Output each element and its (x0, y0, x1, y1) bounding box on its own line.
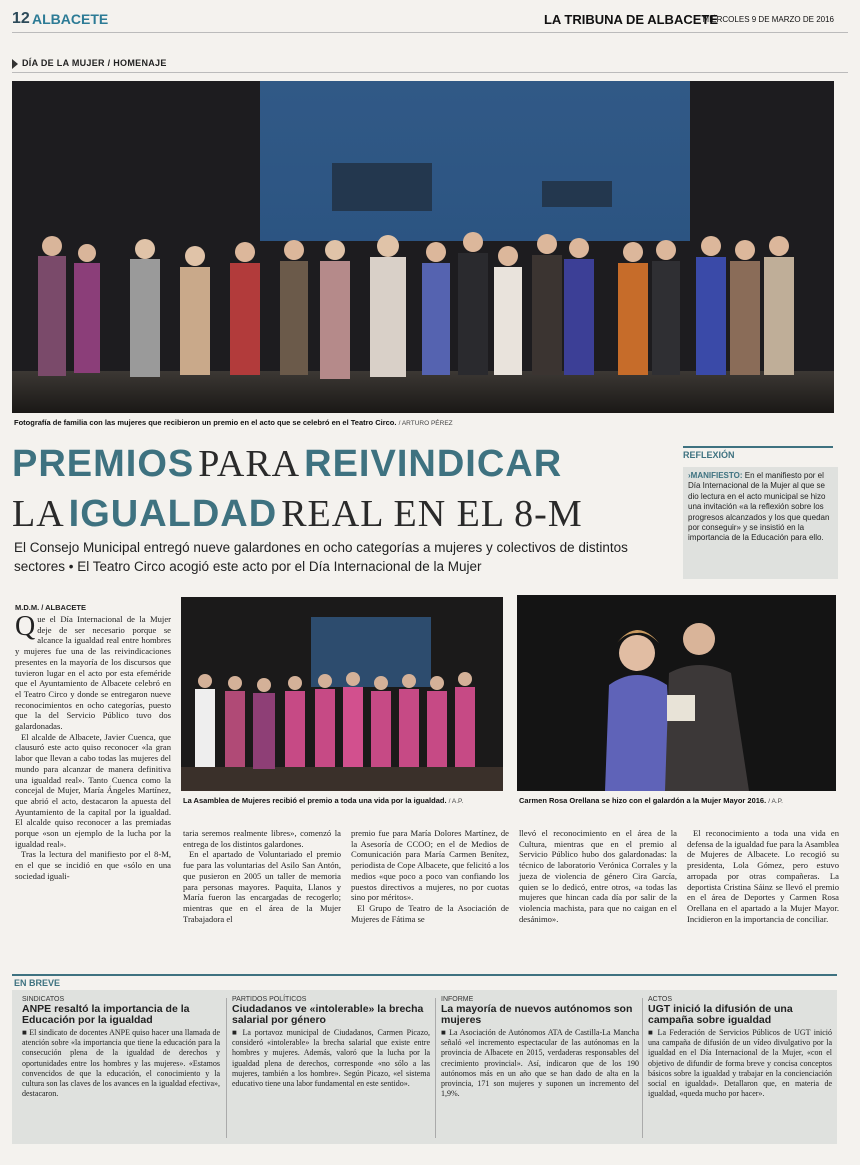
article-column-5 (687, 828, 839, 924)
photo-left-caption-text: La Asamblea de Mujeres recibió el premio a toda una vida por la igualdad. (183, 796, 447, 805)
photo-asamblea (181, 597, 503, 791)
article-column-3 (351, 828, 509, 924)
breve-label: EN BREVE (14, 978, 61, 988)
paragraph: El alcalde de Albacete, Javier Cuenca, que clausuró este acto quiso reconocer «la gran labor que llevan a cabo todas las mujeres del mundo para alcanzar de manera definitiva una igualdad real». Tanto Cuenca como la concejal de Mujer, María Ángeles Martínez, que abrió el acto, destacaron la apuesta del Ayuntamiento de la capital por la igualdad. El alcalde quiso reconocer a las premiadas porque «son un ejemplo de la lucha por la igualdad real». (15, 731, 171, 849)
photo-right-caption-text: Carmen Rosa Orellana se hizo con el galardón a la Mujer Mayor 2016. (519, 796, 767, 805)
brief-category: PARTIDOS POLÍTICOS (232, 996, 307, 1003)
main-caption-text: Fotografía de familia con las mujeres que recibieron un premio en el acto que se celebró en el Teatro Circo. (14, 418, 397, 427)
brief-title: ANPE resaltó la importancia de la Educación por la igualdad (22, 1003, 190, 1026)
headline-word: REAL EN EL 8-M (281, 493, 583, 535)
paragraph: Tras la lectura del manifiesto por el 8-M, en el que se incidió en que «sólo en una sociedad iguali- (15, 849, 171, 881)
headline-word: IGUALDAD (68, 493, 278, 535)
paragraph: taria seremos realmente libres», comenzó la entrega de los distintos galardones. (183, 828, 341, 849)
sidebar-box (683, 467, 838, 579)
brief-separator (435, 998, 436, 1138)
brief-category: SINDICATOS (22, 996, 65, 1003)
dek-subheadline: El Consejo Municipal entregó nueve galardones en ocho categorías a mujeres y colectivos de distintos sectores • El Teatro Circo acogió este acto por el Día Internacional de la Mujer (14, 540, 628, 574)
article-column-2 (183, 828, 341, 924)
brief-title: Ciudadanos ve «intolerable» la brecha salarial por género (232, 1003, 424, 1026)
brief-body: ■ La Asociación de Autónomos ATA de Castilla-La Mancha señaló «el incremento espectacular de las autónomas en la provincia de Albacete en 2015, verdaderas responsables del crecimiento provincial». Así, indicaron que de los 190 autónomos más en un año que se han dado de alta en la provincia, 171 son mujeres y suponen un incremento del 1,9%. (441, 1028, 639, 1099)
article-column-1 (15, 611, 171, 882)
photo-right-caption (519, 796, 839, 805)
brief-category: ACTOS (648, 996, 672, 1003)
photo-right-credit: / A.P. (768, 798, 783, 805)
brief-item (648, 996, 832, 1099)
sidebar-label: REFLEXIÓN (683, 446, 833, 460)
brief-separator (642, 998, 643, 1138)
dropcap: Q (15, 611, 36, 642)
page-number: 12 (12, 10, 30, 27)
brief-body: ■ La portavoz municipal de Ciudadanos, Carmen Picazo, consideró «intolerable» la brecha salarial que existe entre hombres y mujeres. Además, valoró que la lucha por la igualdad plena de derechos, corresponde «no sólo a las mujeres, también a los hombre». Según Picazo, «el sistema educativo tiene una labor fundamental en este sentido». (232, 1028, 430, 1089)
headline-word: PREMIOS (12, 443, 195, 485)
photo-left-caption (183, 796, 503, 805)
section-arrow-icon (12, 59, 18, 69)
headline-word: LA (12, 493, 65, 535)
paragraph: En el apartado de Voluntariado el premio fue para las voluntarias del Asilo San Antón, que pusieron en 2005 un taller de memoria para personas mayores. Paquita, Llanos y María fueron las encargadas de recogerlo; mientras que en el área de la Mujer Trabajadora el (183, 849, 341, 924)
masthead-section: ALBACETE (32, 11, 109, 27)
paragraph: llevó el reconocimiento en el área de la Cultura, mientras que en el premio al Servicio Público hubo dos galardonadas: la técnico de laboratorio Verónica Corrales y la jueza de violencia de género Cira García, quien se lo dedicó, entre otros, «a todas las mujeres que hincan cada día por salir de la violencia machista, para que no caigan en el desánimo». (519, 828, 677, 924)
paragraph (15, 611, 171, 732)
brief-item (441, 996, 639, 1099)
brief-category: INFORME (441, 996, 474, 1003)
brief-separator (226, 998, 227, 1138)
headline (12, 443, 672, 543)
main-photo-credit: / ARTURO PÉREZ (398, 420, 453, 427)
photo-orellana (517, 595, 836, 791)
orellana-photo-illustration (517, 595, 836, 791)
masthead (12, 10, 848, 33)
paragraph: El Grupo de Teatro de la Asociación de Mujeres de Fátima se (351, 902, 509, 924)
breve-divider (12, 974, 837, 976)
brief-item (22, 996, 220, 1099)
sidebar-text: En el manifiesto por el Día Internacional de la Mujer al que se dio lectura en el acto municipal se hizo una invitación «a la reflexión sobre los progresos alcanzados y los que quedan por conseguir» y se insistió en la importancia de la Educación para ello. (688, 471, 830, 543)
main-photo-caption (14, 418, 834, 427)
section-title: DÍA DE LA MUJER / HOMENAJE (22, 58, 167, 68)
brief-body: ■ El sindicato de docentes ANPE quiso hacer una llamada de atención sobre «la importancia que tiene la educación para la consecución plena de la igualdad de derechos y oportunidades entre los hombres y las mujeres». «Estamos convencidos de que la educación, el conocimiento y la cultura son las claves de los avances en la igualdad efectiva», destacaron. (22, 1028, 220, 1099)
sidebar-lead: ›MANIFIESTO: (688, 471, 743, 480)
photo-left-credit: / A.P. (448, 798, 464, 805)
headline-line-2 (12, 493, 672, 543)
section-bar (12, 58, 848, 73)
headline-word: REIVINDICAR (304, 443, 563, 485)
byline: M.D.M. / ALBACETE (15, 603, 86, 612)
asamblea-photo-illustration (181, 597, 503, 791)
paragraph: premio fue para María Dolores Martínez, de la Asesoría de CCOO; en el de Medios de Comunicación para María Carmen Benítez, periodista de Cope Albacete, que felicitó a los medios «que poco a poco van confiando los puestos directivos a mujeres, no por cuotas sino por méritos». (351, 828, 509, 903)
article-column-4 (519, 828, 677, 924)
headline-word: PARA (198, 443, 301, 485)
brief-title: La mayoría de nuevos autónomos son mujeres (441, 1003, 633, 1026)
paragraph-text: ue el Día Internacional de la Mujer deje de ser necesario porque se alcance la igualdad real entre hombres y mujeres fue una de las reivindicaciones presentes en la mayoría de los discursos que tuvieron lugar en el acto por esta efeméride que el Ayuntamiento de Albacete celebró en el Teatro Circo y donde se entregaron nueve reconocimientos en ocho categorías, puesto que la del Servicio Público tuvo dos galardonadas. (15, 614, 171, 732)
brief-title: UGT inició la difusión de una campaña sobre igualdad (648, 1003, 793, 1026)
issue-date: MIÉRCOLES 9 DE MARZO DE 2016 (702, 15, 834, 24)
brief-item (232, 996, 430, 1089)
group-photo-illustration (12, 81, 834, 413)
newspaper-name: LA TRIBUNA DE ALBACETE (543, 12, 718, 27)
main-photo (12, 81, 834, 413)
headline-line-1 (12, 443, 672, 493)
paragraph: El reconocimiento a toda una vida en defensa de la igualdad fue para la Asamblea de Mujeres de Albacete. Lo recogió su presidenta, Lola Gómez, pero estuvo arropada por otras compañeras. La deportista Cristina Sáinz se llevó el premio en el área de Deportes y Carmen Rosa Orellana en el apartado a la Mujer Mayor. Incidieron en la importancia de conciliar. (687, 828, 839, 924)
brief-body: ■ La Federación de Servicios Públicos de UGT inició una campaña de difusión de un vídeo divulgativo por la igualdad en el Día Internacional de la Mujer, «con el objetivo de difundir de forma breve y concisa conceptos básicos sobre la igualdad y trabajar en la concienciación social en igualdad». Detallaron que, en materia de igualdad, «queda mucho por hacer». (648, 1028, 832, 1099)
